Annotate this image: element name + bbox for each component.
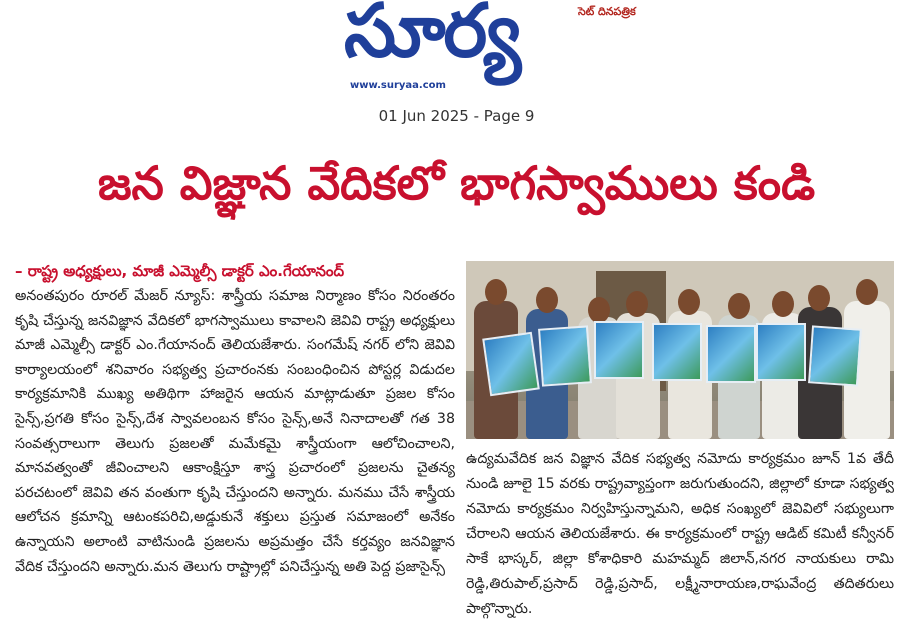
person-head (856, 279, 878, 305)
article-body-right: ఉద్యమవేదిక జన విజ్ఞాన వేదిక సభ్యత్వ నమోదు కార్యక్రమం జూన్ 1వ తేదీ నుండి జూలై 15 వరకు రాష్ట్రవ్యాప్తంగా జరుగుతుందని, జిల్లాలో కూడా సభ్యత్వ నమోదు కార్యక్రమం నిర్వహిస్తున్నామని, అధిక సంఖ్యలో జెవివిలో సభ్యులుగా చేరాలని ఆయన తెలియజేశారు. ఈ కార్యక్రమంలో రాష్ట్ర ఆడిట్ కమిటీ కన్వీనర్ సాకే భాస్కర్, జిల్లా కోశాధికారి మహమ్మద్ జిలాన్,నగర నాయకులు రామి రెడ్డి,తిరుపాల్,ప్రసాద్ రెడ్డి,ప్రసాద్, లక్ష్మీనారాయణ,రాఘవేంద్ర తదితరులు పాల్గొన్నారు. (466, 451, 894, 617)
article-body-left: అనంతపురం రూరల్ మేజర్ న్యూస్: శాస్త్రీయ సమాజ నిర్మాణం కోసం నిరంతరం కృషి చేస్తున్న జనవిజ్ఞాన వేదికలో భాగస్వాములు కావాలని జెవివి రాష్ట్ర అధ్యక్షులు మాజీ ఎమ్మెల్సీ డాక్టర్ ఎం.గేయానంద్ తెలియజేశారు. సంగమేష్ నగర్ లోని జెవివి కార్యాలయంలో శనివారం సభ్యత్వ ప్రచారంనకు సంబంధించిన పోస్టర్ల విడుదల కార్యక్రమానికి ముఖ్య అతిథిగా హాజరైన ఆయన మాట్లాడుతూ ప్రజల కోసం సైన్స్,ప్రగతి కోసం సైన్స్,దేశ స్వావలంబన కోసం సైన్స్,అనే నినాదాలతో గత 38 సంవత్సరాలుగా తెలుగు ప్రజలతో మమేకమై శాస్త్రీయంగా ఆలోచించాలని, మానవత్వంతో జీవించాలని ఆకాంక్షిస్తూ శాస్త్ర ప్రచారంలో ప్రజలను చైతన్య పరచటంలో జెవివి తన వంతుగా కృషి చేస్తుందని అన్నారు. మనము చేసే శాస్త్రీయ ఆలోచన క్రమాన్ని ఆటంకపరిచి,అడ్డుకునే శక్తులు ప్రస్తుత సమాజంలో అనేకం ఉన్నాయని అలాంటి వాటినుండి ప్రజలను అప్రమత్తం చేసే కర్తవ్యం జనవిజ్ఞాన వేదిక చేస్తుందని అన్నారు.మన తెలుగు రాష్ట్రాల్లో పనిచేస్తున్న అతి పెద్ద ప్రజాసైన్స్ (15, 288, 455, 575)
dateline: 01 Jun 2025 - Page 9 (378, 107, 535, 125)
newspaper-logo: సూర్య (344, 0, 520, 74)
poster-image (594, 321, 644, 379)
poster-image (538, 325, 592, 386)
masthead (0, 0, 913, 100)
logo-url: www.suryaa.com (350, 80, 446, 91)
poster-image (808, 325, 862, 386)
person-head (772, 291, 794, 317)
poster-image (652, 323, 702, 381)
person-head (588, 297, 610, 323)
article-left-column (15, 259, 455, 579)
article-right-column (466, 447, 894, 622)
logo-tagline: సెట్ దినపత్రిక (578, 5, 636, 18)
poster-image (482, 332, 540, 396)
person-head (626, 291, 648, 317)
person-head (728, 293, 750, 319)
news-photo (466, 261, 894, 439)
article-headline: జన విజ్ఞాన వేదికలో భాగస్వాములు కండి (97, 156, 816, 210)
person-head (678, 289, 700, 315)
person-head (485, 279, 507, 305)
person-head (808, 285, 830, 311)
person-head (536, 287, 558, 313)
article-subhead: – రాష్ట్ర అధ్యక్షులు, మాజీ ఎమ్మెల్సీ డాక్టర్ ఎం.గేయానంద్ (15, 262, 345, 280)
poster-image (706, 325, 756, 383)
poster-image (756, 323, 806, 381)
